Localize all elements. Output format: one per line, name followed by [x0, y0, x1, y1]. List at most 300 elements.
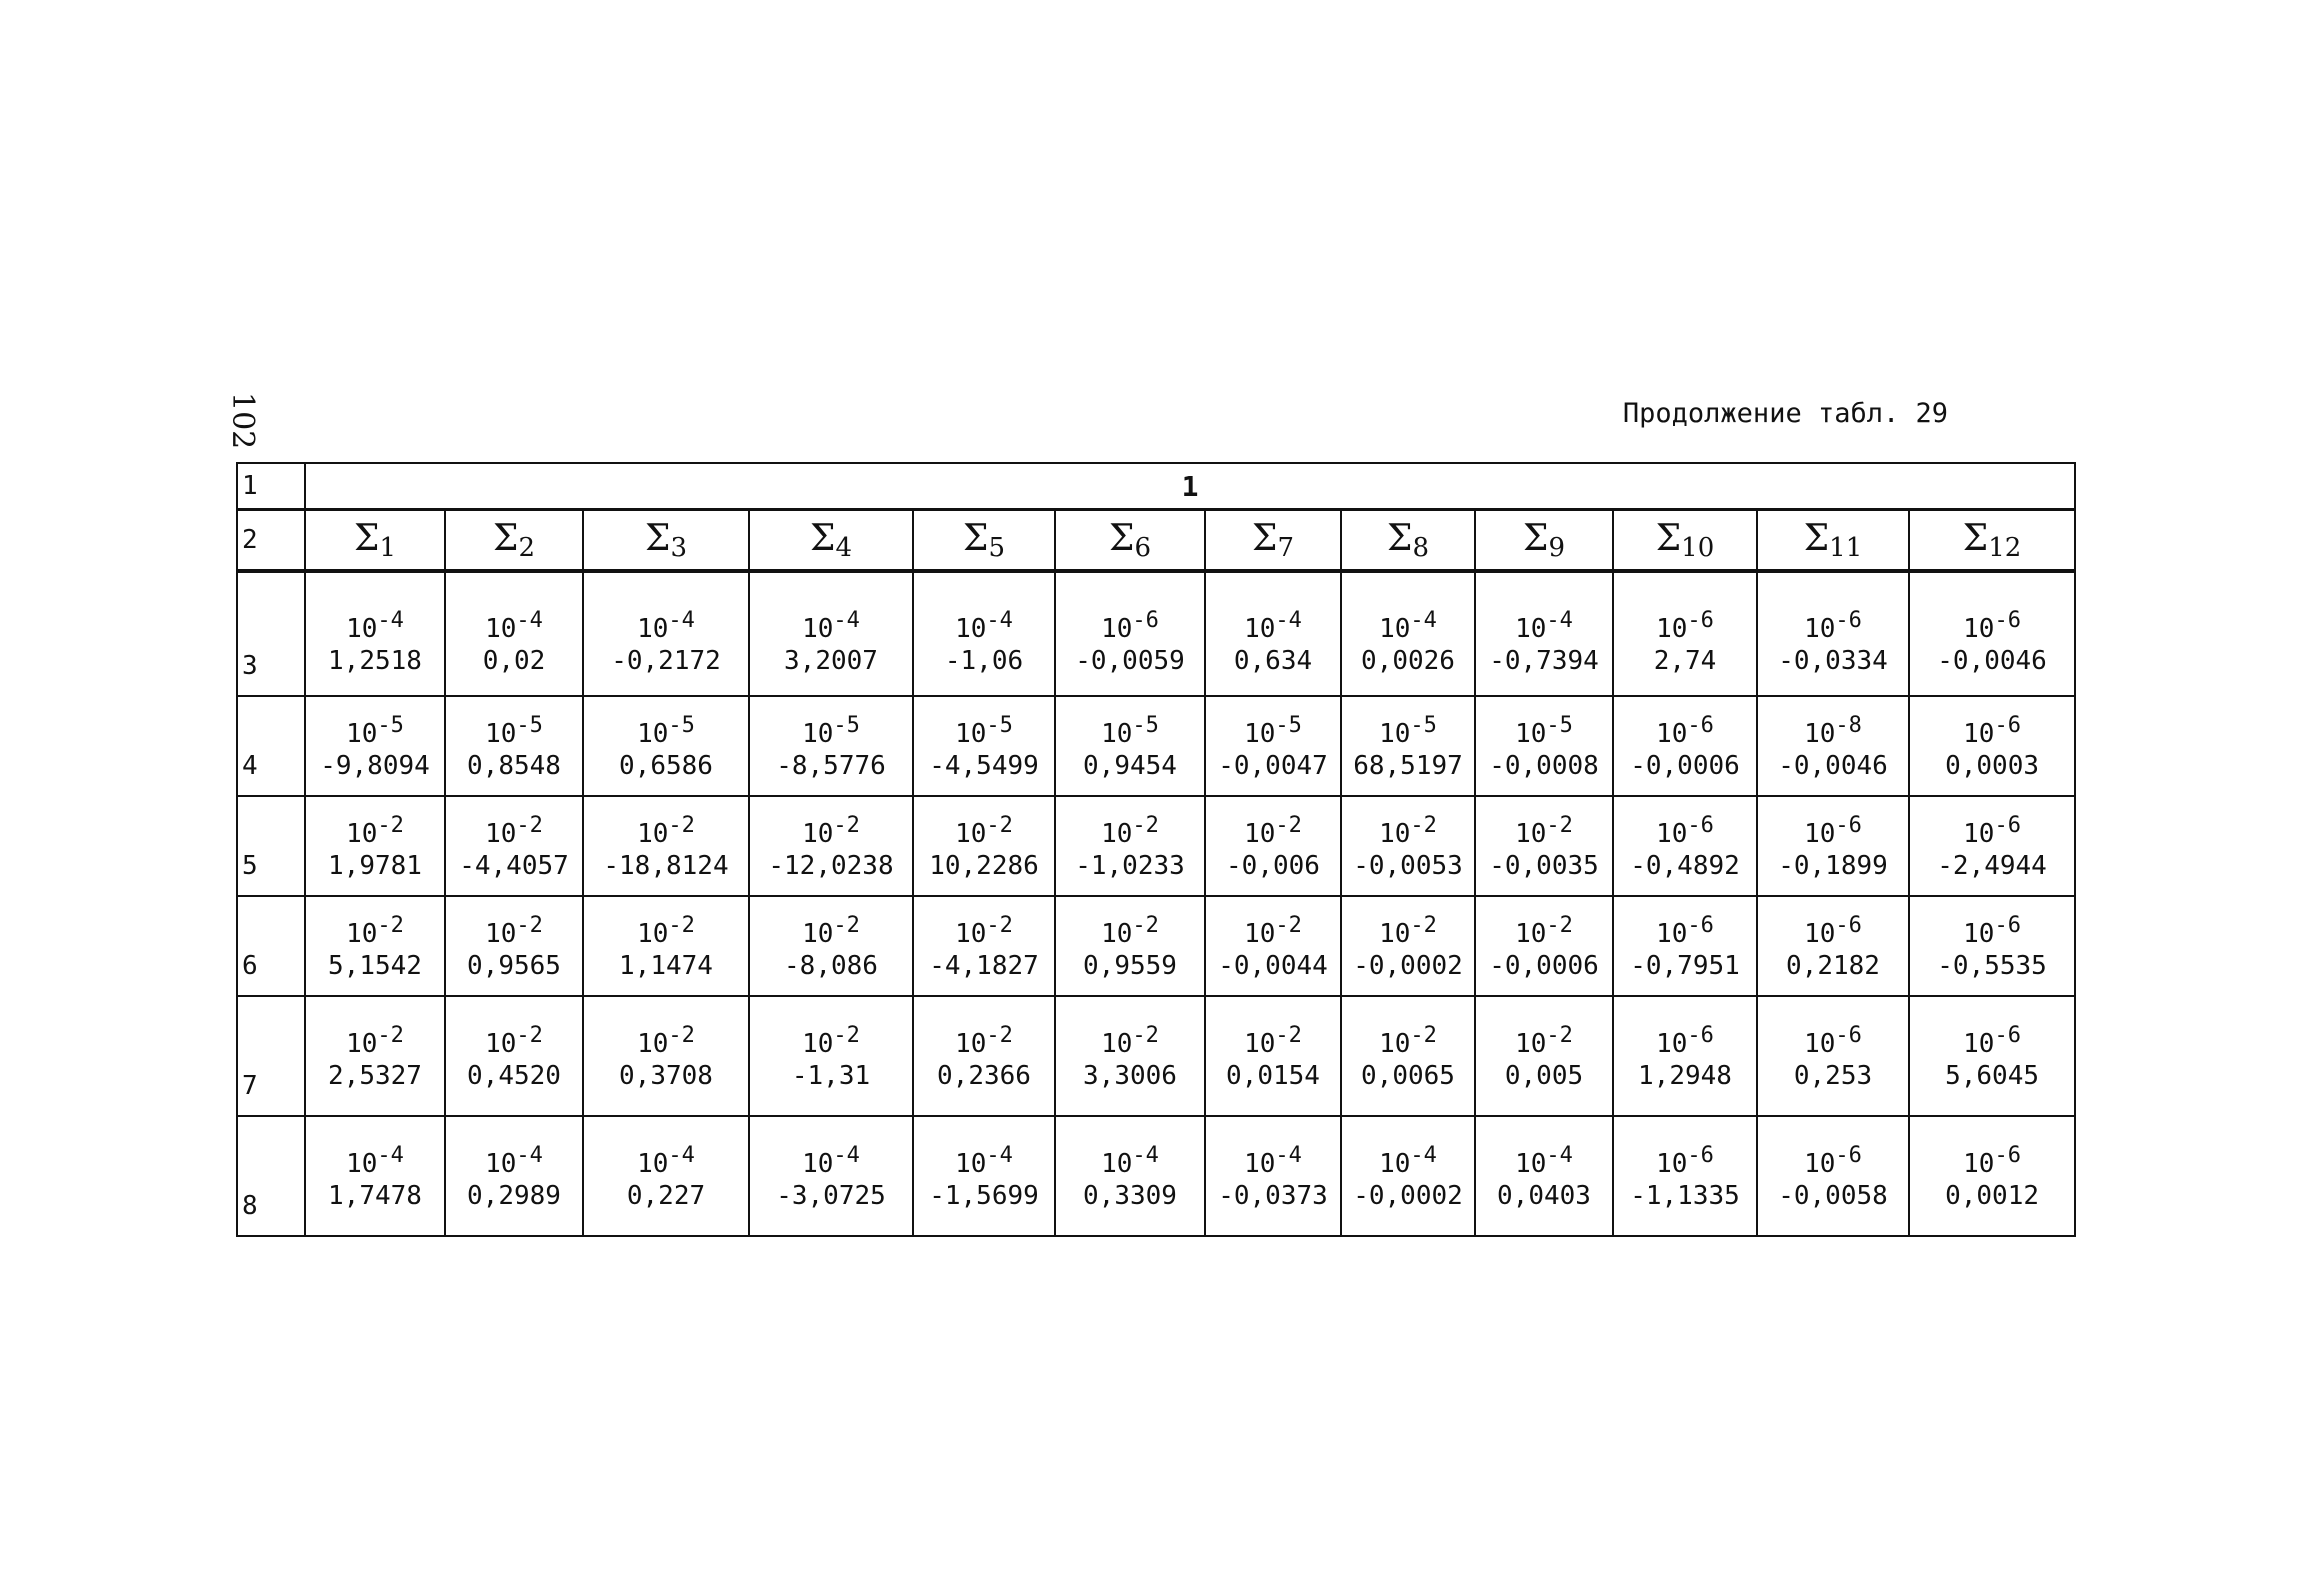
table-cell	[1613, 571, 1757, 696]
exponent-value: -6	[1687, 608, 1714, 633]
cell-value: 3,2007	[784, 646, 878, 676]
sigma-subscript: 9	[1548, 532, 1565, 563]
exponent-value: -4	[833, 1143, 860, 1168]
cell-value: 10,2286	[929, 851, 1039, 881]
exponent-factor: $10^{-2}$	[802, 913, 860, 949]
exponent-value: -6	[1835, 1143, 1862, 1168]
exponent-factor: $10^{-2}$	[1244, 1023, 1302, 1059]
table-cell	[1205, 571, 1341, 696]
exponent-factor: $10^{-4}$	[1244, 608, 1302, 644]
exponent-value: -2	[833, 813, 860, 838]
exponent-value: -6	[1687, 913, 1714, 938]
exponent-factor: $10^{-2}$	[346, 1023, 404, 1059]
exponent-factor: $10^{-2}$	[1515, 813, 1573, 849]
exponent-value: -5	[833, 713, 860, 738]
sigma-subscript: 5	[988, 532, 1005, 563]
table-cell	[305, 796, 445, 896]
cell-value: 5,1542	[328, 951, 422, 981]
exponent-factor: $10^{-6}$	[1804, 913, 1862, 949]
exponent-value: -2	[377, 1023, 404, 1048]
exponent-factor: $10^{-2}$	[1515, 913, 1573, 949]
exponent-value: -6	[1835, 608, 1862, 633]
table-cell	[1613, 1116, 1757, 1236]
cell-value: -18,8124	[603, 851, 729, 881]
cell-value: 0,9565	[467, 951, 561, 981]
cell-value: 1,2518	[328, 646, 422, 676]
cell-value: 3,3006	[1083, 1061, 1177, 1091]
table-cell	[305, 696, 445, 796]
exponent-value: -6	[1687, 713, 1714, 738]
exponent-value: -5	[1410, 713, 1437, 738]
exponent-value: -2	[986, 1023, 1013, 1048]
exponent-factor: $10^{-4}$	[802, 1143, 860, 1179]
sigma-subscript: 3	[670, 532, 687, 563]
cell-value: -0,2172	[611, 646, 721, 676]
cell-value: -0,7394	[1489, 646, 1599, 676]
table-cell	[749, 896, 913, 996]
exponent-factor: $10^{-4}$	[1379, 608, 1437, 644]
cell-value: -0,0035	[1489, 851, 1599, 881]
exponent-value: -6	[1835, 1023, 1862, 1048]
table-row-index	[237, 463, 2075, 510]
table-cell	[445, 1116, 583, 1236]
exponent-value: -4	[377, 1143, 404, 1168]
sigma-symbol: Σ	[1252, 517, 1278, 559]
table-cell	[1757, 1116, 1909, 1236]
exponent-factor: $10^{-2}$	[1244, 813, 1302, 849]
exponent-factor: $10^{-4}$	[1244, 1143, 1302, 1179]
sigma-subscript: 12	[1988, 532, 2022, 563]
cell-value: 2,74	[1653, 646, 1717, 676]
table-row	[237, 696, 2075, 796]
table-cell	[1055, 996, 1205, 1116]
exponent-factor: $10^{-5}$	[802, 713, 860, 749]
cell-value: 68,5197	[1353, 751, 1463, 781]
cell-value: 0,2989	[467, 1181, 561, 1211]
cell-value: -0,7951	[1630, 951, 1740, 981]
table-cell	[445, 696, 583, 796]
exponent-value: -2	[377, 813, 404, 838]
exponent-value: -2	[1410, 813, 1437, 838]
exponent-factor: $10^{-4}$	[637, 1143, 695, 1179]
table-cell	[1613, 796, 1757, 896]
cell-value: -0,0334	[1778, 646, 1888, 676]
table-cell	[913, 571, 1055, 696]
exponent-factor: $10^{-2}$	[955, 813, 1013, 849]
cell-value: -3,0725	[776, 1181, 886, 1211]
table-cell	[305, 571, 445, 696]
cell-value: 0,0065	[1361, 1061, 1455, 1091]
cell-value: 0,0154	[1226, 1061, 1320, 1091]
exponent-value: -6	[1994, 608, 2021, 633]
cell-value: -0,0373	[1218, 1181, 1328, 1211]
exponent-factor: $10^{-4}$	[1101, 1143, 1159, 1179]
table-cell	[1909, 996, 2075, 1116]
column-header-sigma-10	[1613, 510, 1757, 572]
table-cell	[1757, 696, 1909, 796]
table-cell	[1757, 796, 1909, 896]
cell-value: -0,0059	[1075, 646, 1185, 676]
table-cell	[1475, 571, 1613, 696]
table-cell	[305, 896, 445, 996]
table-cell	[1341, 796, 1475, 896]
sigma-symbol: Σ	[1387, 517, 1413, 559]
table-cell	[1613, 896, 1757, 996]
table-cell	[1341, 996, 1475, 1116]
exponent-factor: $10^{-4}$	[485, 608, 543, 644]
table-cell	[1475, 996, 1613, 1116]
column-header-sigma-7	[1205, 510, 1341, 572]
cell-value: -4,1827	[929, 951, 1039, 981]
cell-value: -2,4944	[1937, 851, 2047, 881]
exponent-factor: $10^{-2}$	[955, 1023, 1013, 1059]
table-cell	[1475, 896, 1613, 996]
exponent-factor: $10^{-4}$	[955, 1143, 1013, 1179]
cell-value: -1,5699	[929, 1181, 1039, 1211]
table-cell	[1909, 896, 2075, 996]
cell-value: -0,0058	[1778, 1181, 1888, 1211]
exponent-value: -2	[1410, 913, 1437, 938]
exponent-value: -6	[1687, 1023, 1714, 1048]
cell-value: 5,6045	[1945, 1061, 2040, 1091]
exponent-value: -2	[516, 813, 543, 838]
table-cell	[1613, 996, 1757, 1116]
table-container	[236, 462, 2074, 1237]
exponent-factor: $10^{-2}$	[637, 913, 695, 949]
table-cell	[749, 696, 913, 796]
exponent-factor: $10^{-6}$	[1656, 813, 1714, 849]
table-cell	[1757, 571, 1909, 696]
cell-value: 0,0403	[1497, 1181, 1591, 1211]
table-cell	[445, 571, 583, 696]
column-header-sigma-4	[749, 510, 913, 572]
exponent-value: -6	[1994, 1023, 2021, 1048]
sigma-symbol: Σ	[354, 517, 380, 559]
table-row	[237, 1116, 2075, 1236]
sigma-symbol: Σ	[1655, 517, 1682, 559]
data-table	[236, 462, 2076, 1237]
exponent-factor: $10^{-2}$	[485, 913, 543, 949]
cell-value: 0,227	[626, 1181, 706, 1211]
cell-value: -0,0046	[1778, 751, 1888, 781]
table-cell	[1055, 571, 1205, 696]
exponent-value: -5	[516, 713, 543, 738]
table-body	[237, 463, 2075, 1236]
exponent-value: -2	[516, 1023, 543, 1048]
cell-value: -1,0233	[1075, 851, 1185, 881]
table-row	[237, 796, 2075, 896]
cell-value: -0,0046	[1937, 646, 2047, 676]
exponent-factor: $10^{-6}$	[1804, 813, 1862, 849]
cell-value: -0,0053	[1353, 851, 1463, 881]
cell-value: 0,8548	[467, 751, 561, 781]
exponent-factor: $10^{-2}$	[637, 813, 695, 849]
cell-value: -12,0238	[768, 851, 894, 881]
exponent-factor: $10^{-6}$	[1963, 713, 2021, 749]
table-cell	[583, 1116, 749, 1236]
exponent-value: -2	[1546, 813, 1573, 838]
exponent-factor: $10^{-6}$	[1963, 1023, 2021, 1059]
column-header-sigma-9	[1475, 510, 1613, 572]
column-header-sigma-11	[1757, 510, 1909, 572]
exponent-factor: $10^{-6}$	[1656, 608, 1714, 644]
sigma-subscript: 7	[1277, 532, 1294, 563]
exponent-value: -4	[1132, 1143, 1159, 1168]
row-label: 3	[237, 571, 305, 696]
table-cell	[1055, 896, 1205, 996]
exponent-factor: $10^{-4}$	[1515, 608, 1573, 644]
exponent-factor: $10^{-4}$	[485, 1143, 543, 1179]
cell-value: -0,0047	[1218, 751, 1328, 781]
table-cell	[913, 696, 1055, 796]
exponent-factor: $10^{-4}$	[637, 608, 695, 644]
exponent-value: -2	[1132, 1023, 1159, 1048]
table-cell	[1475, 696, 1613, 796]
exponent-value: -5	[377, 713, 404, 738]
exponent-factor: $10^{-2}$	[1101, 913, 1159, 949]
cell-value: -0,0002	[1353, 1181, 1463, 1211]
table-cell	[913, 896, 1055, 996]
sigma-subscript: 2	[518, 532, 535, 563]
cell-value: 0,6586	[619, 751, 713, 781]
table-cell	[913, 796, 1055, 896]
exponent-value: -5	[986, 713, 1013, 738]
table-cell	[583, 996, 749, 1116]
exponent-factor: $10^{-2}$	[1101, 1023, 1159, 1059]
exponent-factor: $10^{-6}$	[1963, 1143, 2021, 1179]
exponent-value: -2	[1275, 813, 1302, 838]
cell-value: 1,2948	[1638, 1061, 1732, 1091]
exponent-value: -2	[1410, 1023, 1437, 1048]
cell-value: -0,1899	[1778, 851, 1888, 881]
exponent-factor: $10^{-6}$	[1101, 608, 1159, 644]
exponent-value: -2	[833, 1023, 860, 1048]
exponent-factor: $10^{-5}$	[1244, 713, 1302, 749]
table-cell	[1475, 1116, 1613, 1236]
exponent-value: -4	[1410, 1143, 1437, 1168]
row-label: 5	[237, 796, 305, 896]
cell-value: 0,2366	[937, 1061, 1031, 1091]
cell-value: -1,06	[944, 646, 1024, 676]
cell-value: 0,2182	[1786, 951, 1880, 981]
exponent-value: -6	[1994, 713, 2021, 738]
table-cell	[1205, 1116, 1341, 1236]
table-cell	[1909, 696, 2075, 796]
exponent-factor: $10^{-2}$	[802, 813, 860, 849]
table-cell	[1613, 696, 1757, 796]
exponent-factor: $10^{-5}$	[1515, 713, 1573, 749]
exponent-value: -4	[668, 1143, 695, 1168]
cell-value: -0,0002	[1353, 951, 1463, 981]
exponent-value: -2	[668, 913, 695, 938]
cell-value: -9,8094	[320, 751, 430, 781]
exponent-factor: $10^{-6}$	[1656, 913, 1714, 949]
exponent-value: -4	[1275, 608, 1302, 633]
table-row	[237, 896, 2075, 996]
sigma-subscript: 6	[1134, 532, 1151, 563]
exponent-factor: $10^{-4}$	[1379, 1143, 1437, 1179]
cell-value: -0,4892	[1630, 851, 1740, 881]
table-row-sigma-headers	[237, 510, 2075, 572]
sigma-symbol: Σ	[963, 517, 989, 559]
column-header-sigma-8	[1341, 510, 1475, 572]
cell-value: -4,5499	[929, 751, 1039, 781]
sigma-symbol: Σ	[1523, 517, 1549, 559]
sigma-symbol: Σ	[810, 517, 836, 559]
cell-value: 0,3708	[619, 1061, 713, 1091]
exponent-factor: $10^{-6}$	[1656, 713, 1714, 749]
exponent-factor: $10^{-5}$	[485, 713, 543, 749]
table-cell	[583, 696, 749, 796]
cell-value: -8,5776	[776, 751, 886, 781]
table-row	[237, 571, 2075, 696]
row-label: 6	[237, 896, 305, 996]
exponent-value: -2	[986, 813, 1013, 838]
sigma-symbol: Σ	[1109, 517, 1135, 559]
cell-value: 0,4520	[467, 1061, 561, 1091]
table-cell	[1909, 571, 2075, 696]
exponent-value: -4	[1546, 608, 1573, 633]
sigma-subscript: 1	[379, 532, 396, 563]
exponent-value: -6	[1994, 813, 2021, 838]
cell-value: -0,006	[1226, 851, 1320, 881]
exponent-value: -2	[516, 913, 543, 938]
table-row	[237, 996, 2075, 1116]
exponent-factor: $10^{-2}$	[1515, 1023, 1573, 1059]
exponent-factor: $10^{-4}$	[346, 608, 404, 644]
exponent-value: -4	[668, 608, 695, 633]
sigma-subscript: 10	[1681, 532, 1715, 563]
cell-value: -1,31	[791, 1061, 871, 1091]
column-header-sigma-2	[445, 510, 583, 572]
table-cell	[1909, 796, 2075, 896]
table-cell	[1757, 896, 1909, 996]
exponent-value: -4	[833, 608, 860, 633]
cell-value: 0,634	[1233, 646, 1313, 676]
exponent-value: -2	[1546, 1023, 1573, 1048]
cell-value: -0,0006	[1489, 951, 1599, 981]
cell-value: 0,005	[1504, 1061, 1584, 1091]
exponent-factor: $10^{-2}$	[1379, 913, 1437, 949]
sigma-symbol: Σ	[1803, 517, 1830, 559]
cell-value: 1,7478	[328, 1181, 422, 1211]
exponent-value: -2	[377, 913, 404, 938]
table-cell	[583, 796, 749, 896]
exponent-factor: $10^{-6}$	[1963, 913, 2021, 949]
exponent-value: -4	[1410, 608, 1437, 633]
exponent-value: -4	[1546, 1143, 1573, 1168]
exponent-value: -6	[1994, 1143, 2021, 1168]
exponent-factor: $10^{-2}$	[1244, 913, 1302, 949]
table-cell	[583, 896, 749, 996]
exponent-value: -6	[1835, 813, 1862, 838]
page-number: 102	[225, 392, 260, 450]
table-cell	[445, 896, 583, 996]
cell-value: 2,5327	[328, 1061, 422, 1091]
table-cell	[1341, 696, 1475, 796]
exponent-factor: $10^{-6}$	[1804, 1023, 1862, 1059]
sigma-symbol: Σ	[493, 517, 519, 559]
exponent-factor: $10^{-6}$	[1963, 813, 2021, 849]
exponent-factor: $10^{-6}$	[1963, 608, 2021, 644]
exponent-factor: $10^{-2}$	[1379, 813, 1437, 849]
exponent-value: -5	[1132, 713, 1159, 738]
exponent-factor: $10^{-2}$	[802, 1023, 860, 1059]
table-cell	[1205, 796, 1341, 896]
exponent-factor: $10^{-5}$	[637, 713, 695, 749]
exponent-value: -4	[516, 608, 543, 633]
merged-header: 1	[305, 463, 2075, 510]
cell-value: 0,0026	[1361, 646, 1455, 676]
cell-value: -8,086	[784, 951, 878, 981]
row-label-2: 2	[237, 510, 305, 572]
cell-value: 0,9559	[1083, 951, 1177, 981]
exponent-value: -4	[516, 1143, 543, 1168]
cell-value: -0,0008	[1489, 751, 1599, 781]
exponent-factor: $10^{-6}$	[1804, 1143, 1862, 1179]
row-label-1: 1	[237, 463, 305, 510]
sigma-symbol: Σ	[645, 517, 671, 559]
exponent-value: -4	[986, 608, 1013, 633]
table-cell	[583, 571, 749, 696]
exponent-factor: $10^{-4}$	[346, 1143, 404, 1179]
sigma-symbol: Σ	[1962, 517, 1989, 559]
table-cell	[1055, 1116, 1205, 1236]
exponent-factor: $10^{-5}$	[1101, 713, 1159, 749]
cell-value: -4,4057	[459, 851, 569, 881]
table-cell	[749, 1116, 913, 1236]
cell-value: 0,9454	[1083, 751, 1177, 781]
table-continuation-caption: Продолжение табл. 29	[1622, 398, 1948, 429]
exponent-value: -2	[1275, 1023, 1302, 1048]
table-cell	[749, 571, 913, 696]
row-label: 8	[237, 1116, 305, 1236]
cell-value: 0,253	[1793, 1061, 1873, 1091]
cell-value: -0,0044	[1218, 951, 1328, 981]
cell-value: -1,1335	[1630, 1181, 1740, 1211]
cell-value: 1,1474	[619, 951, 713, 981]
exponent-value: -6	[1132, 608, 1159, 633]
cell-value: 0,0012	[1945, 1181, 2040, 1211]
table-cell	[445, 796, 583, 896]
table-cell	[1909, 1116, 2075, 1236]
table-cell	[1341, 571, 1475, 696]
exponent-value: -2	[1546, 913, 1573, 938]
table-cell	[1341, 896, 1475, 996]
sigma-subscript: 8	[1412, 532, 1429, 563]
table-cell	[445, 996, 583, 1116]
exponent-factor: $10^{-2}$	[346, 813, 404, 849]
table-cell	[1205, 896, 1341, 996]
exponent-value: -5	[668, 713, 695, 738]
column-header-sigma-5	[913, 510, 1055, 572]
row-label: 7	[237, 996, 305, 1116]
column-header-sigma-3	[583, 510, 749, 572]
table-cell	[1205, 996, 1341, 1116]
exponent-factor: $10^{-6}$	[1804, 608, 1862, 644]
exponent-factor: $10^{-2}$	[1379, 1023, 1437, 1059]
column-header-sigma-6	[1055, 510, 1205, 572]
exponent-factor: $10^{-8}$	[1804, 713, 1862, 749]
exponent-factor: $10^{-6}$	[1656, 1143, 1714, 1179]
exponent-factor: $10^{-5}$	[346, 713, 404, 749]
exponent-value: -2	[1132, 913, 1159, 938]
cell-value: -0,5535	[1937, 951, 2047, 981]
table-cell	[749, 796, 913, 896]
sigma-subscript: 11	[1829, 532, 1863, 563]
cell-value: 0,3309	[1083, 1181, 1177, 1211]
exponent-factor: $10^{-2}$	[637, 1023, 695, 1059]
